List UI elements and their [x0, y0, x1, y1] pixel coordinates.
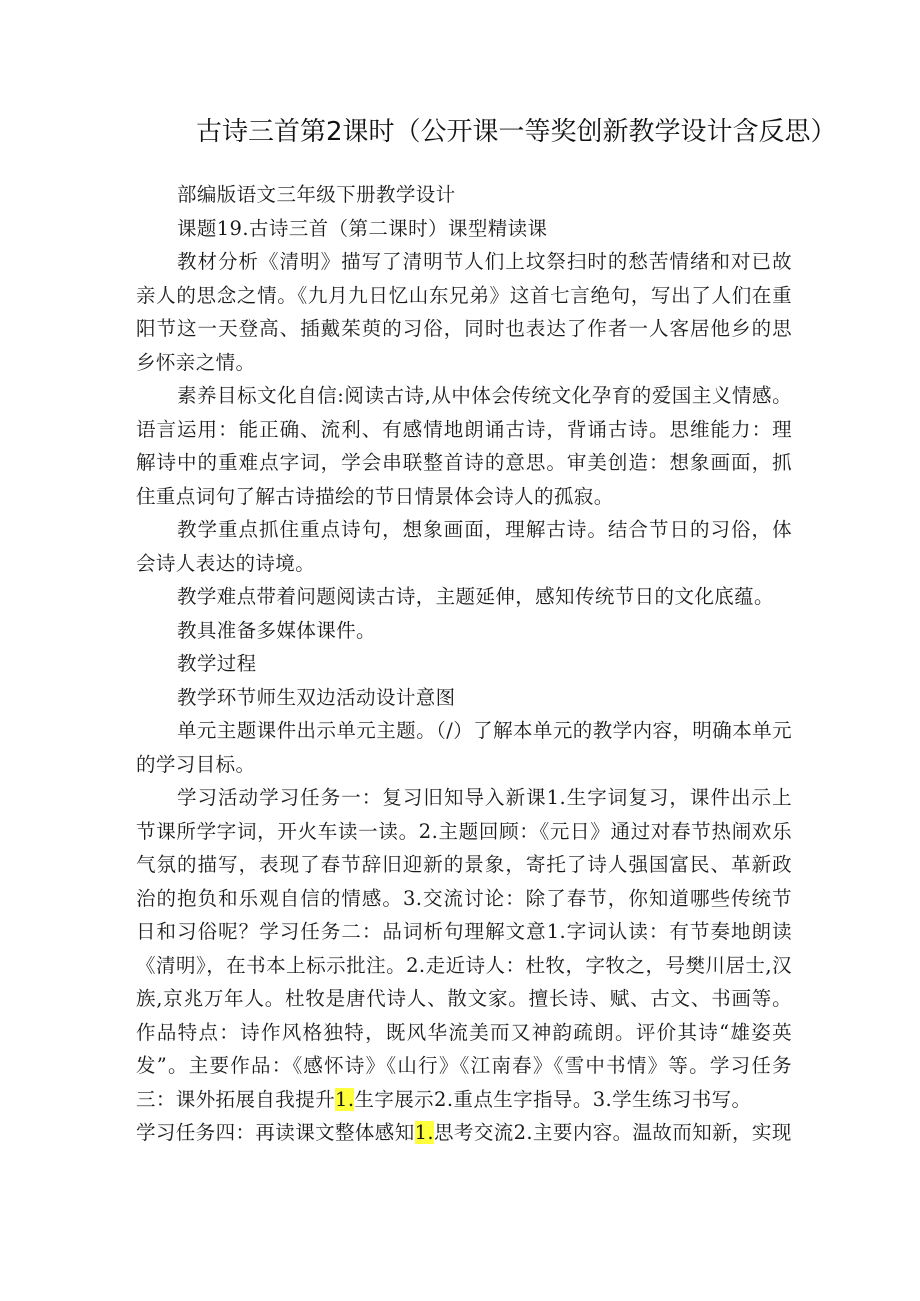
document-title: 古诗三首第2课时（公开课一等奖创新教学设计含反思） [196, 117, 837, 147]
paragraph-teaching-aids: 教具准备多媒体课件。 [176, 618, 376, 642]
paragraph-lesson-topic: 课题19.古诗三首（第二课时）课型精读课 [176, 216, 548, 240]
paragraph-learning-activities [136, 781, 792, 1116]
text-run: 学习任务四：再读课文整体感知 [136, 1121, 415, 1144]
text-run: 生字展示2.重点生字指导。3.学生练习书写。 [354, 1087, 752, 1111]
paragraph-unit-theme: 单元主题课件出示单元主题。（/）了解本单元的教学内容，明确本单元的学习目标。 [136, 719, 792, 776]
paragraph-teaching-difficulty: 教学难点带着问题阅读古诗，主题延伸，感知传统节日的文化底蕴。 [176, 585, 774, 608]
paragraph-table-header: 教学环节师生双边活动设计意图 [176, 685, 456, 709]
highlighted-text: 1. [335, 1087, 355, 1111]
paragraph-material-analysis: 教材分析《清明》描写了清明节人们上坟祭扫时的愁苦情绪和对已故亲人的思念之情。《九月九日忆山东兄弟》这首七言绝句，写出了人们在重阳节这一天登高、插戴茱萸的习俗，同时也表达了作者一人客居他乡的思乡怀亲之情。 [136, 250, 792, 374]
text-run: 思考交流2.主要内容。温故而知新，实现 [434, 1121, 792, 1144]
highlighted-text: 1. [414, 1121, 435, 1144]
paragraph-task-four [136, 1116, 792, 1150]
document-body [136, 178, 792, 1150]
paragraph-teaching-process: 教学过程 [176, 652, 257, 675]
paragraph-teaching-focus: 教学重点抓住重点诗句，想象画面，理解古诗。结合节日的习俗，体会诗人表达的诗境。 [136, 518, 792, 575]
paragraph-literacy-goals: 素养目标文化自信:阅读古诗,从中体会传统文化孕育的爱国主义情感。语言运用：能正确、流利、有感情地朗诵古诗，背诵古诗。思维能力：理解诗中的重难点字词，学会串联整首诗的意思。审美创造：想象画面，抓住重点词句了解古诗描绘的节日情景体会诗人的孤寂。 [136, 384, 792, 508]
paragraph-textbook-info: 部编版语文三年级下册教学设计 [176, 183, 456, 206]
text-run: 学习活动学习任务一：复习旧知导入新课1.生字词复习，课件出示上节课所学字词，开火车读一读。2.主题回顾：《元日》通过对春节热闹欢乐气氛的描写，表现了春节辞旧迎新的景象，寄托了诗人强国富民、革新政治的抱负和乐观自信的情感。3.交流讨论：除了春节，你知道哪些传统节日和习俗呢？学习任务二：品词析句理解文意1.字词认读：有节奏地朗读《清明》，在书本上标示批注。2.走近诗人：杜牧，字牧之，号樊川居士,汉族,京兆万年人。杜牧是唐代诗人、散文家。擅长诗、赋、古文、书画等。作品特点：诗作风格独特，既风华流美而又神韵疏朗。评价其诗“雄姿英发”。主要作品：《感怀诗》《山行》《江南春》《雪中书情》等。学习任务三：课外拓展自我提升 [136, 786, 792, 1111]
